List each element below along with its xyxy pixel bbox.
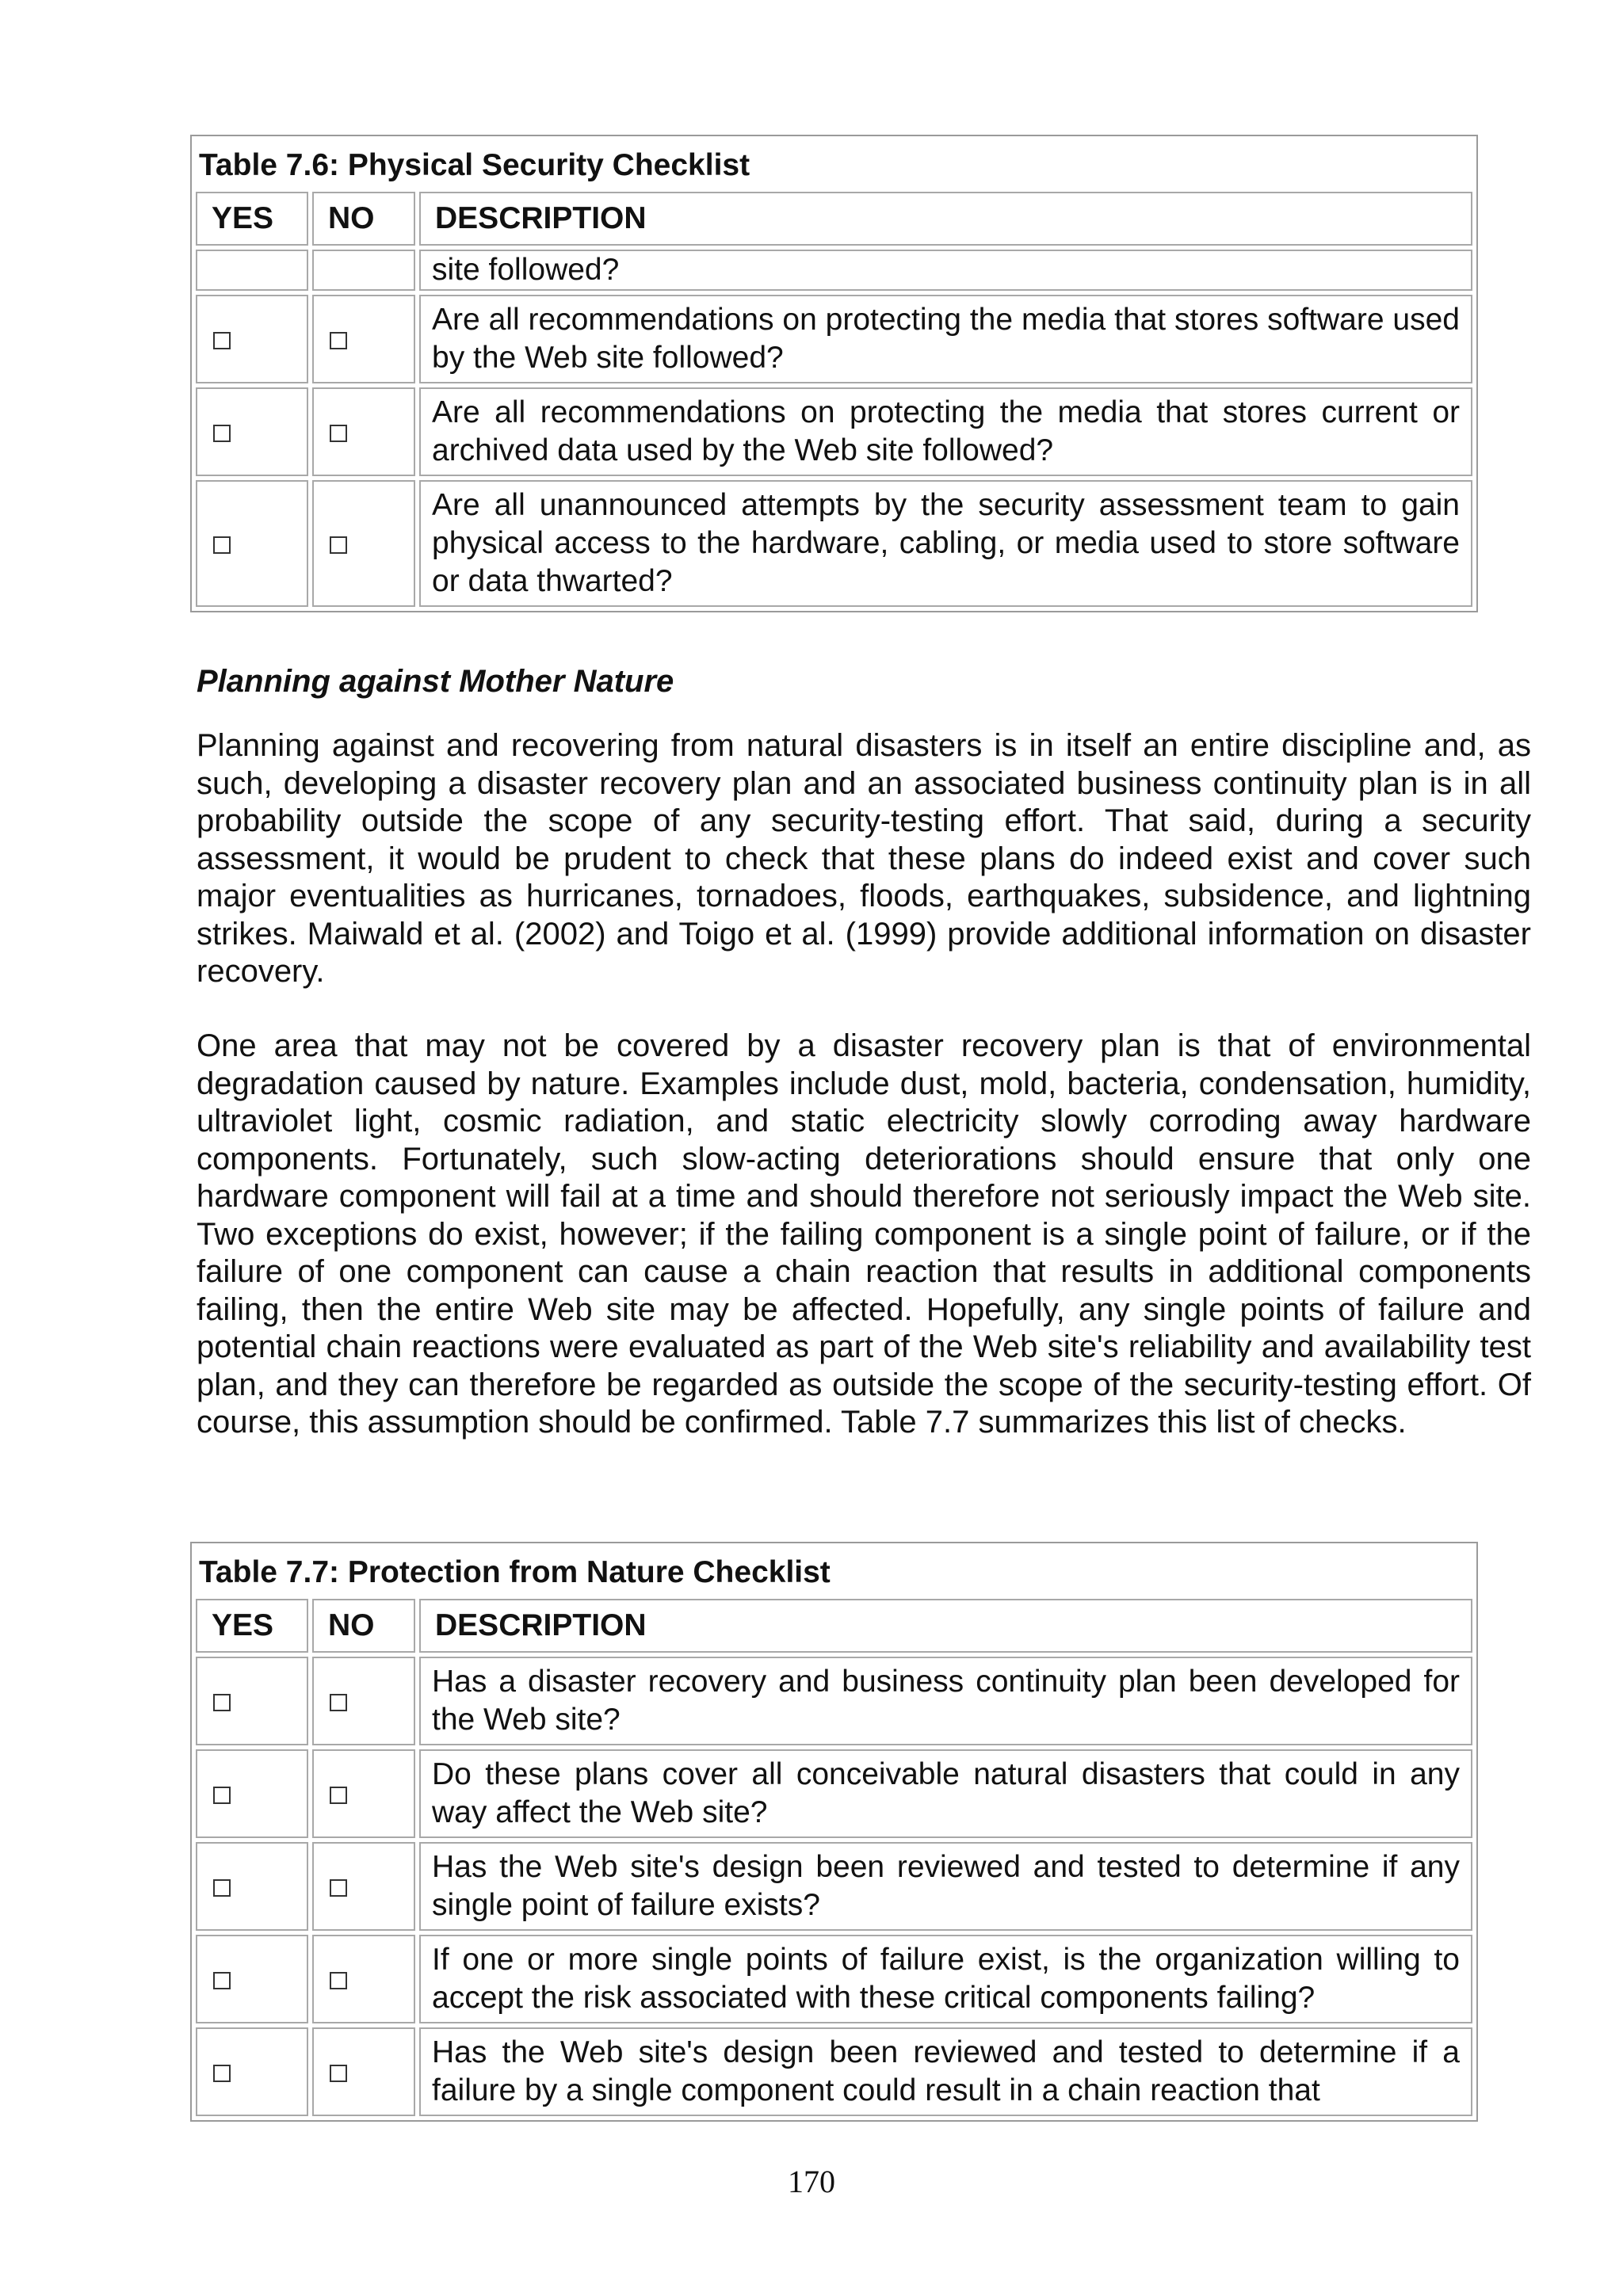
no-cell <box>312 387 415 476</box>
yes-cell <box>196 2027 308 2116</box>
yes-checkbox[interactable] <box>213 1972 231 1989</box>
yes-cell <box>196 1657 308 1745</box>
section-heading: Planning against Mother Nature <box>197 664 674 699</box>
yes-cell <box>196 1842 308 1931</box>
no-cell <box>312 1842 415 1931</box>
row-description: Has the Web site's design been reviewed and tested to determine if a failure by a single component could result in a chain reaction that <box>419 2027 1472 2116</box>
column-header-yes: YES <box>196 192 308 246</box>
table-caption: Table 7.7: Protection from Nature Checklist <box>199 1555 831 1589</box>
no-checkbox[interactable] <box>330 2065 347 2082</box>
column-header-no: NO <box>312 1599 415 1653</box>
row-description: If one or more single points of failure exist, is the organization willing to accept the risk associated with these critical components failing? <box>419 1935 1472 2023</box>
yes-checkbox[interactable] <box>213 1787 231 1804</box>
no-checkbox[interactable] <box>330 425 347 442</box>
row-description: Do these plans cover all conceivable natural disasters that could in any way affect the Web site? <box>419 1749 1472 1838</box>
table-protection-from-nature-checklist <box>190 1542 1478 2122</box>
row-description: Are all recommendations on protecting the media that stores software used by the Web site followed? <box>419 295 1472 383</box>
yes-cell <box>196 1749 308 1838</box>
table-row <box>196 1657 1472 1745</box>
yes-cell <box>196 295 308 383</box>
body-paragraph: Planning against and recovering from natural disasters is in itself an entire discipline and, as such, developing a disaster recovery plan and an associated business continuity plan is in all probability outside the scope of any security-testing effort. That said, during a security assessment, it would be prudent to check that these plans do indeed exist and cover such major eventualities as hurricanes, tornadoes, floods, earthquakes, subsidence, and lightning strikes. Maiwald et al. (2002) and Toigo et al. (1999) provide additional information on disaster recovery. <box>197 728 1531 989</box>
no-cell-empty <box>312 250 415 291</box>
yes-checkbox[interactable] <box>213 332 231 349</box>
row-description: Are all recommendations on protecting the media that stores current or archived data used by the Web site followed? <box>419 387 1472 476</box>
no-cell <box>312 480 415 607</box>
column-header-description: DESCRIPTION <box>419 192 1472 246</box>
yes-checkbox[interactable] <box>213 425 231 442</box>
yes-cell <box>196 480 308 607</box>
no-cell <box>312 1749 415 1838</box>
yes-cell <box>196 1935 308 2023</box>
no-cell <box>312 1935 415 2023</box>
table-row <box>196 2027 1472 2116</box>
column-header-description: DESCRIPTION <box>419 1599 1472 1653</box>
row-description-continued: site followed? <box>419 250 1472 291</box>
no-checkbox[interactable] <box>330 332 347 349</box>
no-checkbox[interactable] <box>330 536 347 554</box>
table-row <box>196 1842 1472 1931</box>
body-paragraph: One area that may not be covered by a disaster recovery plan is that of environmental degradation caused by nature. Examples include dust, mold, bacteria, condensation, humidity, ultraviolet light, cosmic radiation, and static electricity slowly corroding away hardware components. Fortunately, such slow-acting deteriorations should ensure that only one hardware component will fail at a time and should therefore not seriously impact the Web site. Two exceptions do exist, however; if the failing component is a single point of failure, or if the failure of one component can cause a chain reaction that results in additional components failing, then the entire Web site may be affected. Hopefully, any single points of failure and potential chain reactions were evaluated as part of the Web site's reliability and availability test plan, and they can therefore be regarded as outside the scope of the security-testing effort. Of course, this assumption should be confirmed. Table 7.7 summarizes this list of checks. <box>197 1028 1531 1440</box>
yes-cell-empty <box>196 250 308 291</box>
no-checkbox[interactable] <box>330 1972 347 1989</box>
no-cell <box>312 1657 415 1745</box>
no-checkbox[interactable] <box>330 1694 347 1711</box>
table-physical-security-checklist <box>190 135 1478 612</box>
page-number: 170 <box>788 2164 835 2199</box>
row-description: Are all unannounced attempts by the security assessment team to gain physical access to the hardware, cabling, or media used to store software or data thwarted? <box>419 480 1472 607</box>
column-header-yes: YES <box>196 1599 308 1653</box>
row-description: Has a disaster recovery and business continuity plan been developed for the Web site? <box>419 1657 1472 1745</box>
no-cell <box>312 295 415 383</box>
table-row <box>196 387 1472 476</box>
row-description: Has the Web site's design been reviewed and tested to determine if any single point of failure exists? <box>419 1842 1472 1931</box>
table-caption: Table 7.6: Physical Security Checklist <box>199 148 750 182</box>
table-row <box>196 295 1472 383</box>
column-header-no: NO <box>312 192 415 246</box>
table-row <box>196 250 1472 291</box>
no-checkbox[interactable] <box>330 1787 347 1804</box>
no-checkbox[interactable] <box>330 1879 347 1897</box>
yes-checkbox[interactable] <box>213 1879 231 1897</box>
no-cell <box>312 2027 415 2116</box>
table-row <box>196 1749 1472 1838</box>
yes-checkbox[interactable] <box>213 2065 231 2082</box>
yes-checkbox[interactable] <box>213 536 231 554</box>
table-row <box>196 480 1472 607</box>
table-row <box>196 1935 1472 2023</box>
yes-cell <box>196 387 308 476</box>
yes-checkbox[interactable] <box>213 1694 231 1711</box>
